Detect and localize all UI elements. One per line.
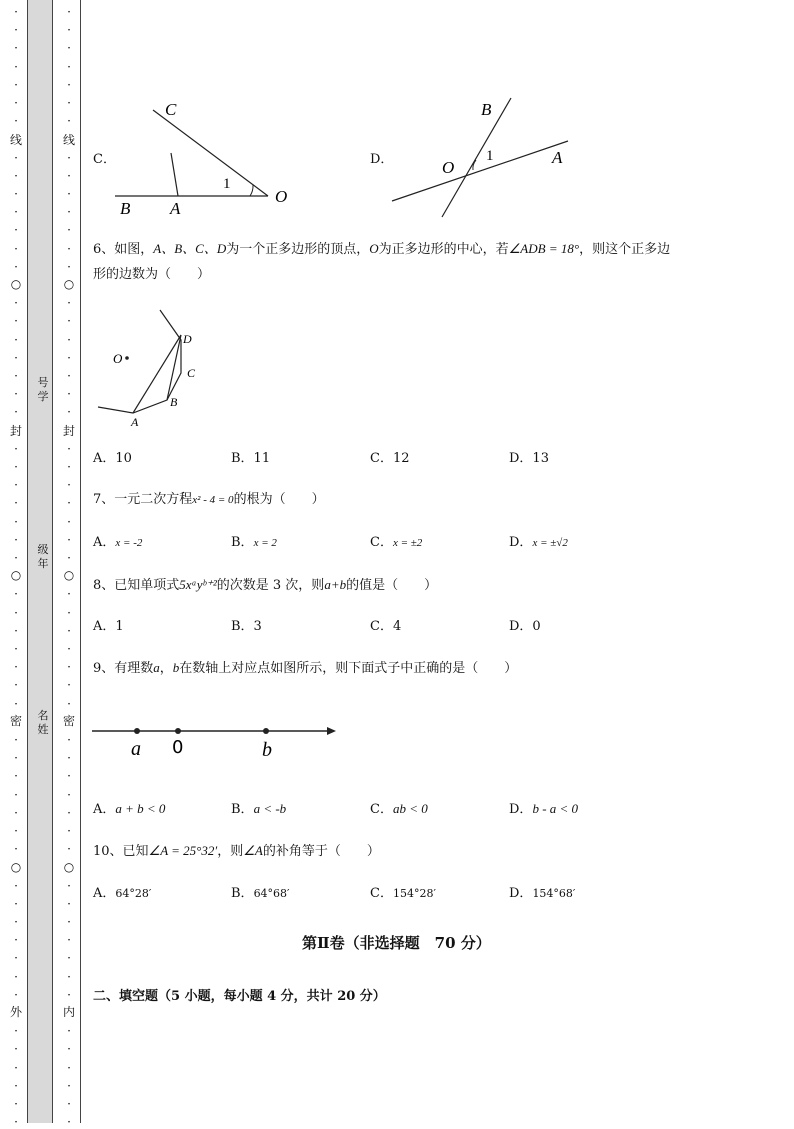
q9-option-a: A．a + b < 0 [93, 801, 166, 817]
label-a: a [131, 738, 141, 760]
label-b: B [170, 395, 178, 409]
q10-option-a: A．64°28′ [93, 886, 152, 901]
binding-dot: · [14, 551, 18, 565]
outer-mark-circle-2: ○ [10, 568, 22, 582]
binding-dot: · [67, 642, 71, 656]
binding-dot: · [14, 1024, 18, 1039]
part2-title: 第Ⅱ卷（非选择题 70 分） [302, 934, 491, 952]
binding-dot: · [67, 933, 71, 948]
point-c: C [165, 100, 177, 119]
binding-dot: · [67, 114, 71, 129]
outer-dot-column [9, 0, 23, 1129]
binding-dot: · [14, 187, 18, 201]
q6-stem-line1: 6、如图，A、B、C、D为一个正多边形的顶点，O为正多边形的中心，若∠ADB = 18°，则这个正多边 [93, 241, 671, 257]
binding-dot: · [67, 369, 71, 383]
binding-dot: · [14, 896, 18, 911]
point-o: O [275, 187, 288, 206]
binding-dot: · [67, 969, 71, 984]
binding-dot: · [67, 587, 71, 602]
q8-option-b: B．3 [231, 619, 262, 634]
q7-option-c: C．x = ±2 [370, 535, 423, 550]
q5-figure-d [390, 95, 590, 225]
binding-dot: · [67, 824, 71, 838]
binding-dot: · [14, 933, 18, 948]
binding-dot: · [14, 824, 18, 838]
q9-option-d: D．b - a < 0 [509, 801, 579, 817]
outer-mark-circle-3: ○ [10, 860, 22, 874]
center-dot [125, 356, 129, 360]
q7-option-d: D．x = ±√2 [509, 535, 568, 550]
inner-mark-circle-3: ○ [63, 860, 75, 874]
q9-number-line [92, 718, 352, 768]
binding-dot: · [67, 350, 71, 365]
q6-stem-line2: 形的边数为（ ） [93, 267, 211, 282]
binding-dot: · [14, 514, 18, 529]
binding-dot: · [14, 733, 18, 747]
binding-dot: · [67, 496, 71, 511]
binding-dot: · [67, 168, 71, 183]
binding-dot: · [14, 387, 18, 402]
label-student-number: 号学 [37, 376, 49, 403]
q10-stem: 10、已知∠A = 25°32′，则∠A的补角等于（ ） [93, 843, 380, 859]
ray-oc [153, 110, 268, 196]
line-oa [392, 141, 568, 201]
binding-dot: · [67, 896, 71, 911]
binding-dot: · [67, 733, 71, 747]
binding-dot: · [14, 369, 18, 383]
point-zero [175, 728, 181, 734]
q6-polygon-figure [95, 305, 215, 430]
angle-1: 1 [486, 148, 494, 164]
binding-dot: · [67, 23, 71, 38]
binding-dot: · [67, 751, 71, 766]
binding-dot: · [14, 532, 18, 547]
q8-option-a: A．1 [93, 619, 124, 634]
binding-dot: · [67, 387, 71, 402]
binding-dot: · [14, 332, 18, 347]
binding-dot: · [14, 878, 18, 893]
binding-dot: · [67, 1115, 71, 1129]
binding-dot: · [14, 842, 18, 857]
section2-title: 二、填空题（5 小题，每小题 4 分，共计 20 分） [93, 989, 386, 1004]
binding-dot: · [67, 878, 71, 893]
q9-stem: 9、有理数a，b在数轴上对应点如图所示，则下面式子中正确的是（ ） [93, 660, 518, 676]
binding-dot: · [67, 623, 71, 638]
binding-dot: · [67, 1078, 71, 1093]
q6-option-c: C．12 [370, 451, 410, 466]
point-a: A [170, 199, 181, 218]
segment-a [171, 153, 178, 196]
label-a: A [131, 415, 139, 429]
binding-dot: · [14, 259, 18, 274]
binding-dot: · [67, 951, 71, 966]
binding-dot: · [14, 969, 18, 984]
binding-dot: · [67, 296, 71, 311]
binding-dot: · [67, 77, 71, 92]
q10-option-d: D．154°68′ [509, 886, 576, 901]
binding-dot: · [14, 59, 18, 74]
binding-dot: · [67, 551, 71, 565]
point-b [263, 728, 269, 734]
binding-dot: · [67, 441, 71, 456]
q6-option-a: A．10 [93, 451, 132, 466]
binding-dot: · [14, 496, 18, 511]
label-o: O [113, 351, 123, 366]
binding-dot: · [67, 532, 71, 547]
diag-bd [167, 335, 181, 400]
binding-dot: · [67, 987, 71, 1002]
q7-stem: 7、一元二次方程x² - 4 = 0的根为（ ） [93, 492, 325, 507]
binding-dot: · [67, 915, 71, 929]
outer-mark-line: 线 [9, 133, 22, 147]
binding-dot: · [14, 587, 18, 602]
binding-dot: · [67, 150, 71, 165]
binding-dot: · [67, 405, 71, 420]
q10-option-c: C．154°28′ [370, 886, 436, 901]
binding-dot: · [14, 23, 18, 38]
binding-dot: · [67, 223, 71, 238]
binding-dot: · [67, 514, 71, 529]
binding-dot: · [14, 805, 18, 820]
binding-dot: · [14, 96, 18, 110]
binding-dot: · [14, 660, 18, 675]
binding-dot: · [14, 987, 18, 1002]
binding-dot: · [14, 751, 18, 766]
binding-dot: · [67, 769, 71, 784]
binding-dot: · [67, 96, 71, 110]
label-zero: 0 [172, 737, 184, 758]
outer-mark-seal: 封 [9, 424, 22, 438]
q8-option-c: C．4 [370, 619, 402, 634]
binding-dot: · [14, 296, 18, 311]
binding-dot: · [14, 314, 18, 329]
inner-mark-seal: 封 [62, 424, 75, 438]
binding-dot: · [67, 805, 71, 820]
binding-dot: · [14, 205, 18, 220]
q8-option-d: D．0 [509, 619, 541, 634]
angle-1: 1 [223, 176, 231, 192]
q7-option-b: B．x = 2 [231, 535, 277, 550]
binding-dot: · [67, 1024, 71, 1039]
binding-dot: · [67, 605, 71, 620]
point-a: A [552, 148, 563, 167]
binding-dot: · [14, 460, 18, 474]
binding-dot: · [67, 41, 71, 56]
binding-dot: · [14, 951, 18, 966]
q6-option-d: D．13 [509, 451, 549, 466]
label-name: 名姓 [37, 709, 49, 736]
polygon-edges [98, 310, 181, 413]
binding-dot: · [67, 678, 71, 693]
point-b: B [481, 100, 492, 119]
binding-dot: · [67, 842, 71, 857]
binding-dot: · [14, 168, 18, 183]
binding-dot: · [67, 205, 71, 220]
q8-stem: 8、已知单项式5xᵃyᵇ⁺²的次数是 3 次，则a+b的值是（ ） [93, 577, 438, 593]
q5-figure-c [105, 95, 305, 225]
q10-option-b: B．64°68′ [231, 886, 290, 901]
label-b: b [262, 739, 272, 761]
binding-dot: · [14, 150, 18, 165]
binding-dot: · [67, 314, 71, 329]
binding-dot: · [67, 1060, 71, 1075]
binding-dot: · [14, 1042, 18, 1057]
inner-mark-inside: 内 [62, 1005, 75, 1019]
binding-dot: · [14, 478, 18, 493]
binding-dot: · [67, 1042, 71, 1057]
binding-dot: · [67, 187, 71, 201]
inner-mark-secret: 密 [62, 714, 75, 728]
outer-mark-outside: 外 [9, 1005, 22, 1019]
binding-dot: · [14, 114, 18, 129]
label-c: C [187, 366, 196, 380]
binding-dot: · [67, 478, 71, 493]
point-a [134, 728, 140, 734]
inner-mark-circle-1: ○ [63, 277, 75, 291]
binding-dot: · [14, 769, 18, 784]
binding-dot: · [14, 1060, 18, 1075]
angle-arc-1 [473, 160, 476, 170]
binding-dot: · [14, 915, 18, 929]
binding-dot: · [14, 241, 18, 256]
binding-dot: · [67, 660, 71, 675]
q9-option-c: C．ab < 0 [370, 801, 428, 817]
binding-dot: · [14, 77, 18, 92]
outer-mark-secret: 密 [9, 714, 22, 728]
inner-dot-column [62, 0, 76, 1129]
inner-mark-circle-2: ○ [63, 568, 75, 582]
binding-dot: · [14, 41, 18, 56]
angle-arc-1 [250, 185, 253, 196]
binding-dot: · [14, 678, 18, 693]
binding-dot: · [67, 259, 71, 274]
binding-dot: · [14, 623, 18, 638]
binding-dot: · [14, 223, 18, 238]
binding-dot: · [14, 441, 18, 456]
binding-dot: · [67, 5, 71, 19]
q5-option-d-label: D． [370, 152, 394, 167]
binding-dot: · [14, 350, 18, 365]
q7-option-a: A．x = -2 [93, 535, 143, 550]
binding-dot: · [67, 241, 71, 256]
binding-dot: · [14, 642, 18, 656]
binding-dot: · [14, 787, 18, 802]
binding-dot: · [67, 787, 71, 802]
q9-option-b: B．a < -b [231, 801, 287, 817]
outer-mark-circle-1: ○ [10, 277, 22, 291]
label-d: D [183, 332, 192, 346]
point-b: B [120, 199, 131, 218]
q5-option-c-label: C． [93, 152, 116, 167]
binding-dot: · [14, 5, 18, 19]
margin-rule [80, 0, 81, 1123]
point-o: O [442, 158, 455, 177]
axis-arrow [327, 727, 336, 735]
binding-dot: · [67, 59, 71, 74]
inner-mark-line: 线 [62, 133, 75, 147]
binding-dot: · [14, 1078, 18, 1093]
binding-dot: · [67, 696, 71, 711]
binding-dot: · [14, 405, 18, 420]
binding-dot: · [14, 605, 18, 620]
binding-dot: · [67, 1097, 71, 1111]
q6-option-b: B．11 [231, 451, 271, 466]
binding-dot: · [14, 1097, 18, 1111]
binding-dot: · [67, 460, 71, 474]
label-class: 级年 [37, 543, 49, 570]
binding-dot: · [14, 696, 18, 711]
binding-dot: · [67, 332, 71, 347]
binding-dot: · [14, 1115, 18, 1129]
